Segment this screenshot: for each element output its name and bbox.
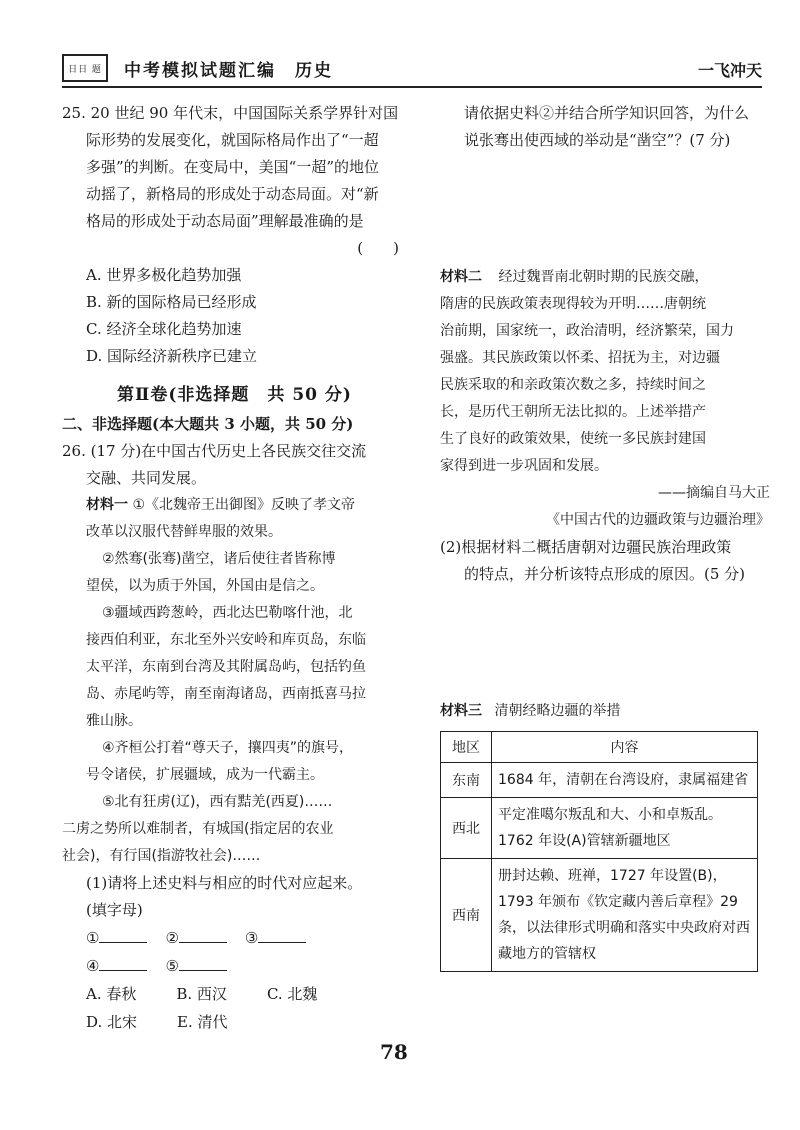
- q25-option: C. 经济全球化趋势加速: [86, 320, 242, 338]
- era-options: [62, 1008, 407, 1036]
- zhangqian-question: 说张骞出使西域的举动是“凿空”？(7 分): [464, 131, 731, 149]
- material-2-source: 《中国古代的边疆政策与边疆治理》: [546, 512, 770, 528]
- material-1-line: ②然骞(张骞)凿空，诸后使往者皆称博: [102, 551, 336, 567]
- material-1-line: 接西伯利亚，东北至外兴安岭和库页岛，东临: [86, 632, 366, 648]
- q25-line: 际形势的发展变化，就国际格局作出了“一超: [86, 131, 379, 149]
- content-cell: 平定准噶尔叛乱和大、小和卓叛乱。1762 年设(A)管辖新疆地区: [492, 798, 758, 859]
- material-1-line: ③疆域西跨葱岭，西北达巴勒喀什池，北: [102, 605, 353, 621]
- material-1-line: ⑤北有狂虏(辽)，西有黠羌(西夏)……: [102, 794, 333, 810]
- header-brand: 一飞冲天: [697, 61, 762, 80]
- answer-space: [440, 154, 770, 264]
- q26-intro: 26. (17 分)在中国古代历史上各民族交往交流: [62, 442, 367, 460]
- sub-question-1: (1)请将上述史料与相应的时代对应起来。: [86, 874, 363, 892]
- q25-option: A. 世界多极化趋势加强: [86, 266, 242, 284]
- sub-question-1-note: (填字母): [86, 901, 143, 919]
- material-2-line: 生了良好的政策效果，使统一多民族封建国: [440, 431, 706, 447]
- era-option: E. 清代: [177, 1013, 228, 1031]
- q25-option: D. 国际经济新秩序已建立: [86, 347, 258, 365]
- material-1-line: 太平洋，东南到台湾及其附属岛屿，包括钓鱼: [86, 659, 366, 675]
- material-1-line: 改革以汉服代替鲜卑服的效果。: [86, 524, 282, 540]
- material-1-line: 社会)，有行国(指游牧社会)……: [62, 848, 261, 864]
- answer-blank[interactable]: ①: [86, 924, 147, 952]
- material-2-line: 强盛。其民族政策以怀柔、招抚为主，对边疆: [440, 350, 720, 366]
- sub-question-2: (2)根据材料二概括唐朝对边疆民族治理政策: [440, 538, 732, 556]
- table-row: [441, 798, 758, 859]
- material-2-line: 治前期，国家统一，政治清明，经济繁荣，国力: [440, 323, 734, 339]
- region-cell: 东南: [441, 763, 492, 798]
- material-3-label: 材料三: [440, 703, 482, 719]
- content-cell: 册封达赖、班禅，1727 年设置(B)，1793 年颁布《钦定藏内善后章程》29 条，以法律形式明确和落实中央政府对西藏地方的管辖权: [492, 859, 758, 972]
- answer-space: [440, 588, 770, 698]
- sub-question-2: 的特点，并分析该特点形成的原因。(5 分): [464, 565, 746, 583]
- header-title: 中考模拟试题汇编 历史: [124, 61, 333, 81]
- era-option: C. 北魏: [266, 985, 318, 1003]
- material-1-label: 材料一: [86, 497, 128, 513]
- material-1-text: ①《北魏帝王出御图》反映了孝文帝: [132, 497, 356, 513]
- table-header: 地区: [441, 732, 492, 763]
- answer-blank[interactable]: ⑤: [165, 952, 226, 980]
- material-1-line: [62, 492, 407, 519]
- table-header: 内容: [492, 732, 758, 763]
- right-column: [440, 100, 770, 972]
- material-2-line: 民族采取的和亲政策次数之多，持续时间之: [440, 377, 706, 393]
- answer-blank[interactable]: ②: [165, 924, 226, 952]
- material-2-label: 材料二: [440, 269, 482, 285]
- material-3-heading: [440, 698, 770, 725]
- zhangqian-question: 请依据史料②并结合所学知识回答，为什么: [464, 104, 750, 122]
- page-number: 78: [380, 1040, 408, 1064]
- region-cell: 西北: [441, 798, 492, 859]
- material-1-line: 望侯，以为质于外国，外国由是信之。: [86, 578, 324, 594]
- answer-blank[interactable]: ③: [245, 924, 306, 952]
- material-2-line: [440, 264, 770, 291]
- answer-blanks-row: [62, 924, 407, 952]
- answer-blank[interactable]: ④: [86, 952, 147, 980]
- material-1-line: 岛、赤尾屿等，南至南海诸岛，西南抵喜马拉: [86, 686, 366, 702]
- material-1-line: 雅山脉。: [86, 713, 142, 729]
- material-1-line: ④齐桓公打着“尊天子，攘四夷”的旗号，: [102, 740, 354, 756]
- left-column: [62, 100, 407, 1036]
- era-option: D. 北宋: [86, 1013, 138, 1031]
- q25-line: 动摇了，新格局的形成处于动态局面。对“新: [86, 185, 379, 203]
- q25-line: 多强”的判断。在变局中，美国“一超”的地位: [86, 158, 380, 176]
- answer-blanks-row: [62, 952, 407, 980]
- q25-line: 格局的形成处于动态局面”理解最准确的是: [86, 212, 364, 230]
- part-heading: 二、非选择题(本大题共 3 小题，共 50 分): [62, 415, 354, 433]
- material-1-line: 号令诸侯，扩展疆域，成为一代霸主。: [86, 767, 324, 783]
- qing-measures-table: [440, 731, 758, 972]
- material-1-line: 二虏之势所以难制者，有城国(指定居的农业: [62, 821, 334, 837]
- header-rule: [62, 86, 762, 88]
- table-header-row: [441, 732, 758, 763]
- era-option: B. 西汉: [176, 985, 227, 1003]
- page-header: [62, 50, 762, 90]
- q25-option: B. 新的国际格局已经形成: [86, 293, 257, 311]
- material-2-text: 经过魏晋南北朝时期的民族交融，: [498, 269, 709, 285]
- question-26: [62, 438, 407, 1036]
- material-2-line: 隋唐的民族政策表现得较为开明……唐朝统: [440, 296, 706, 312]
- question-25: [62, 100, 407, 370]
- answer-paren: ( ): [357, 239, 399, 257]
- content-cell: 1684 年，清朝在台湾设府，隶属福建省: [492, 763, 758, 798]
- material-2-line: 家得到进一步巩固和发展。: [440, 458, 608, 474]
- material-2-source: ——摘编自马大正: [658, 485, 770, 501]
- table-row: [441, 859, 758, 972]
- material-2-line: 长，是历代王朝所无法比拟的。上述举措产: [440, 404, 706, 420]
- q26-intro: 交融、共同发展。: [86, 469, 207, 487]
- table-row: [441, 763, 758, 798]
- publisher-logo: 日日 题: [62, 54, 108, 82]
- region-cell: 西南: [441, 859, 492, 972]
- material-3-title: 清朝经略边疆的举措: [494, 703, 621, 719]
- era-option: A. 春秋: [86, 985, 137, 1003]
- era-options: [62, 980, 407, 1008]
- q25-line: 25. 20 世纪 90 年代末，中国国际关系学界针对国: [62, 104, 399, 122]
- section-title: 第Ⅱ卷(非选择题 共 50 分): [117, 385, 352, 405]
